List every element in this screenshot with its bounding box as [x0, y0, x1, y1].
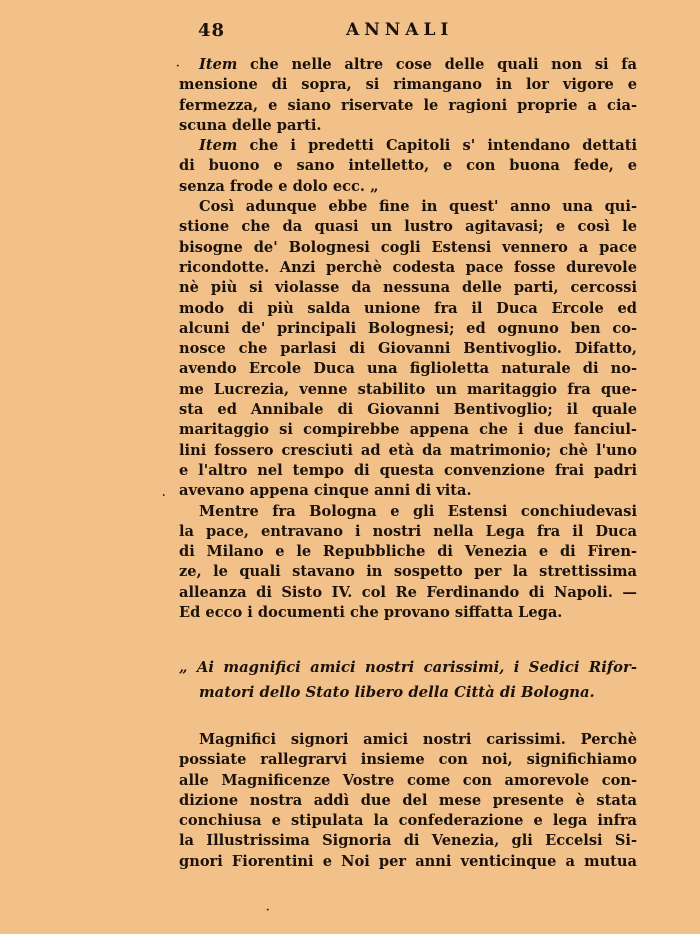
text-line: maritaggio si compirebbe appena che i due fanciul- [179, 421, 637, 439]
ink-speck: . [162, 488, 166, 499]
item-word: Item [199, 56, 238, 73]
text-line: dizione nostra addì due del mese presente è stata [179, 791, 637, 809]
text-line: conchiusa e stipulata la confederazione e lega infra [179, 812, 637, 830]
page-number: 48 [198, 20, 226, 41]
text-line: fermezza, e siano riservate le ragioni proprie a cia- [179, 96, 637, 114]
text-line: stione che da quasi un lustro agitavasi; e così le [179, 218, 637, 236]
page-header [0, 18, 700, 48]
text-line: bisogne de' Bolognesi cogli Estensi vennero a pace [179, 238, 637, 256]
running-head: ANNALI [346, 20, 454, 40]
letter-heading [179, 655, 637, 705]
text-fragment: che nelle altre cose delle quali non si fa [237, 56, 637, 73]
text-line: Mentre fra Bologna e gli Estensi conchiudevasi [199, 502, 637, 520]
text-line: avendo Ercole Duca una figlioletta naturale di no- [179, 360, 637, 378]
text-line: possiate rallegrarvi insieme con noi, significhiamo [179, 751, 637, 769]
main-text [179, 55, 637, 623]
text-fragment: che i predetti Capitoli s' intendano dettati [237, 137, 637, 155]
ink-speck: · [266, 905, 270, 916]
text-line: nosce che parlasi di Giovanni Bentivoglio. Difatto, [179, 340, 637, 358]
text-line: ze, le quali stavano in sospetto per la strettissima [179, 563, 637, 581]
text-line: sta ed Annibale di Giovanni Bentivoglio; il quale [179, 401, 637, 419]
text-line: senza frode e dolo ecc. „ [179, 177, 379, 195]
text-line: alcuni de' principali Bolognesi; ed ognuno ben co- [179, 319, 637, 337]
text-line: alle Magnificenze Vostre come con amorevole con- [179, 771, 637, 789]
text-line: scuna delle parti. [179, 116, 322, 134]
text-line: alleanza di Sisto IV. col Re Ferdinando di Napoli. — [179, 583, 637, 601]
text-line [179, 55, 637, 75]
text-line: Così adunque ebbe fine in quest' anno una qui- [199, 198, 637, 216]
text-line: la pace, entravano i nostri nella Lega fra il Duca [179, 522, 637, 540]
heading-line: matori dello Stato libero della Città di Bologna. [199, 684, 595, 701]
text-line: nè più si violasse da nessuna delle parti, cercossi [179, 279, 637, 297]
text-line: lini fossero cresciuti ad età da matrimonio; chè l'uno [179, 441, 637, 459]
ink-speck: · [176, 61, 180, 72]
text-line [179, 136, 637, 156]
text-line: avevano appena cinque anni di vita. [179, 482, 472, 500]
heading-line: „ Ai magnifici amici nostri carissimi, i Sedici Rifor- [179, 659, 637, 676]
text-line: mensione di sopra, si rimangano in lor vigore e [179, 76, 637, 94]
text-line: me Lucrezia, venne stabilito un maritaggio fra que- [179, 380, 637, 398]
letter-body [179, 730, 637, 872]
text-line: la Illustrissima Signoria di Venezia, gli Eccelsi Si- [179, 832, 637, 850]
text-line: gnori Fiorentini e Noi per anni venticinque a mutua [179, 852, 637, 870]
item-word: Item [199, 137, 238, 155]
text-line: Magnifici signori amici nostri carissimi. Perchè [199, 731, 637, 748]
text-line: di Milano e le Repubbliche di Venezia e di Firen- [179, 543, 637, 561]
text-line: e l'altro nel tempo di questa convenzione frai padri [179, 461, 637, 479]
text-line: modo di più salda unione fra il Duca Ercole ed [179, 299, 637, 317]
text-line: Ed ecco i documenti che provano siffatta Lega. [179, 604, 563, 622]
text-line: ricondotte. Anzi perchè codesta pace fosse durevole [179, 258, 637, 276]
text-line: di buono e sano intelletto, e con buona fede, e [179, 157, 637, 175]
